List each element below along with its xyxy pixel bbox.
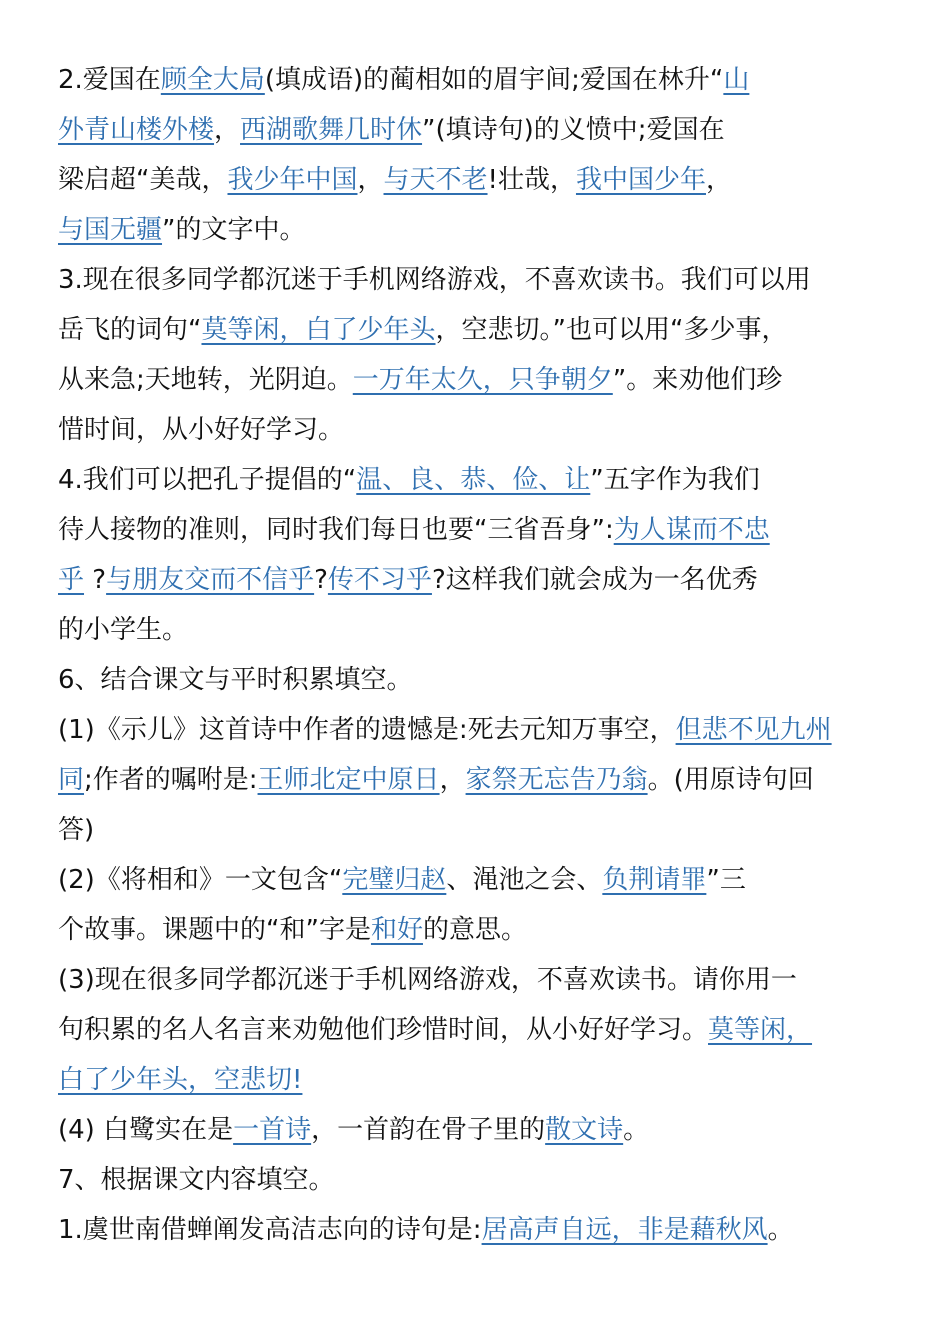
answer-text: 王师北定中原日 [257, 765, 440, 795]
prompt-text: ”。来劝他们珍 [612, 365, 783, 395]
text-line [58, 610, 188, 650]
prompt-text: 7、根据课文内容填空。 [58, 1165, 335, 1195]
prompt-text: 4.我们可以把孔子提倡的“ [58, 465, 357, 495]
prompt-text: ， [705, 165, 732, 195]
answer-text: 与国无疆 [58, 215, 163, 245]
prompt-text: 3.现在很多同学都沉迷于手机网络游戏，不喜欢读书。我们可以用 [58, 265, 811, 295]
prompt-text: ， [439, 765, 466, 795]
answer-text: 莫等闲， [708, 1015, 813, 1045]
text-line [58, 1210, 794, 1250]
prompt-text: 1.虞世南借蝉阐发高洁志向的诗句是: [58, 1215, 482, 1245]
answer-text: 外青山楼外楼 [58, 115, 215, 145]
answer-text: 顾全大局 [160, 65, 265, 95]
answer-text: 莫等闲，白了少年头 [201, 315, 436, 345]
answer-text: 和好 [370, 915, 423, 945]
answer-text: 家祭无忘告乃翁 [465, 765, 648, 795]
text-line [58, 910, 527, 950]
prompt-text: 。(用原诗句回 [647, 765, 814, 795]
text-line [58, 560, 758, 600]
prompt-text: (填成语)的蔺相如的眉宇间;爱国在林升“ [264, 65, 724, 95]
text-line [58, 110, 725, 150]
text-line [58, 310, 787, 350]
prompt-text: ”的文字中。 [162, 215, 306, 245]
prompt-text: 岳飞的词句“ [58, 315, 202, 345]
prompt-text: 惜时间，从小好好学习。 [58, 415, 345, 445]
answer-text: 与天不老 [383, 165, 488, 195]
text-line [58, 960, 797, 1000]
prompt-text: 句积累的名人名言来劝勉他们珍惜时间，从小好好学习。 [58, 1015, 709, 1045]
prompt-text: 。 [767, 1215, 794, 1245]
prompt-text: ”三 [706, 865, 746, 895]
text-line [58, 410, 344, 450]
text-line [58, 210, 306, 250]
answer-text: 白了少年头，空悲切! [58, 1065, 303, 1095]
answer-text: 负荆请罪 [602, 865, 707, 895]
text-line [58, 1160, 335, 1200]
text-line [58, 760, 814, 800]
prompt-text: ”(填诗句)的义愤中;爱国在 [422, 115, 725, 145]
prompt-text: ? [314, 565, 328, 595]
prompt-text: 个故事。课题中的“和”字是 [58, 915, 371, 945]
prompt-text: 2.爱国在 [58, 65, 161, 95]
text-line [58, 60, 749, 100]
prompt-text: 6、结合课文与平时积累填空。 [58, 665, 413, 695]
prompt-text: (2)《将相和》一文包含“ [58, 865, 343, 895]
prompt-text: 。 [623, 1115, 650, 1145]
answer-text: 居高声自远，非是藉秋风 [481, 1215, 768, 1245]
text-line [58, 260, 811, 300]
prompt-text: ”五字作为我们 [590, 465, 760, 495]
answer-text: 传不习乎 [327, 565, 432, 595]
text-line [58, 460, 760, 500]
text-line [58, 710, 832, 750]
answer-text: 为人谋而不忠 [613, 515, 770, 545]
prompt-text: ，空悲切。”也可以用“多少事， [435, 315, 788, 345]
answer-text: 散文诗 [545, 1115, 624, 1145]
answer-text: 山 [723, 65, 750, 95]
prompt-text: 待人接物的准则，同时我们每日也要“三省吾身”: [58, 515, 614, 545]
prompt-text: 的意思。 [422, 915, 527, 945]
answer-text: 同 [58, 765, 85, 795]
prompt-text: ， [214, 115, 241, 145]
prompt-text: 答) [58, 815, 95, 845]
prompt-text: 从来急;天地转，光阴迫。 [58, 365, 353, 395]
answer-text: 我少年中国 [227, 165, 358, 195]
text-line [58, 860, 746, 900]
text-line [58, 660, 413, 700]
prompt-text: ?这样我们就会成为一名优秀 [431, 565, 758, 595]
prompt-text: 的小学生。 [58, 615, 189, 645]
prompt-text: ;作者的嘱咐是: [84, 765, 258, 795]
prompt-text: ，一首韵在骨子里的 [311, 1115, 546, 1145]
answer-text: 我中国少年 [575, 165, 706, 195]
answer-text: 温、良、恭、俭、让 [356, 465, 591, 495]
text-line [58, 1010, 812, 1050]
answer-text: 一万年太久，只争朝夕 [352, 365, 613, 395]
prompt-text: 、渑池之会、 [446, 865, 603, 895]
text-line [58, 360, 782, 400]
prompt-text: 梁启超“美哉， [58, 165, 228, 195]
text-line [58, 160, 732, 200]
answer-text: 西湖歌舞几时休 [240, 115, 423, 145]
text-line [58, 810, 94, 850]
text-line [58, 510, 770, 550]
answer-text: 乎 [58, 565, 85, 595]
answer-text: 完璧归赵 [342, 865, 447, 895]
answer-text: 一首诗 [233, 1115, 312, 1145]
prompt-text: ? [84, 565, 107, 595]
prompt-text: ， [357, 165, 384, 195]
prompt-text: !壮哉， [487, 165, 576, 195]
prompt-text: (3)现在很多同学都沉迷于手机网络游戏，不喜欢读书。请你用一 [58, 965, 797, 995]
answer-text: 与朋友交而不信乎 [106, 565, 315, 595]
text-line [58, 1060, 302, 1100]
prompt-text: (1)《示儿》这首诗中作者的遗憾是:死去元知万事空， [58, 715, 676, 745]
text-line [58, 1110, 649, 1150]
prompt-text: (4) 白鹭实在是 [58, 1115, 234, 1145]
answer-text: 但悲不见九州 [675, 715, 832, 745]
